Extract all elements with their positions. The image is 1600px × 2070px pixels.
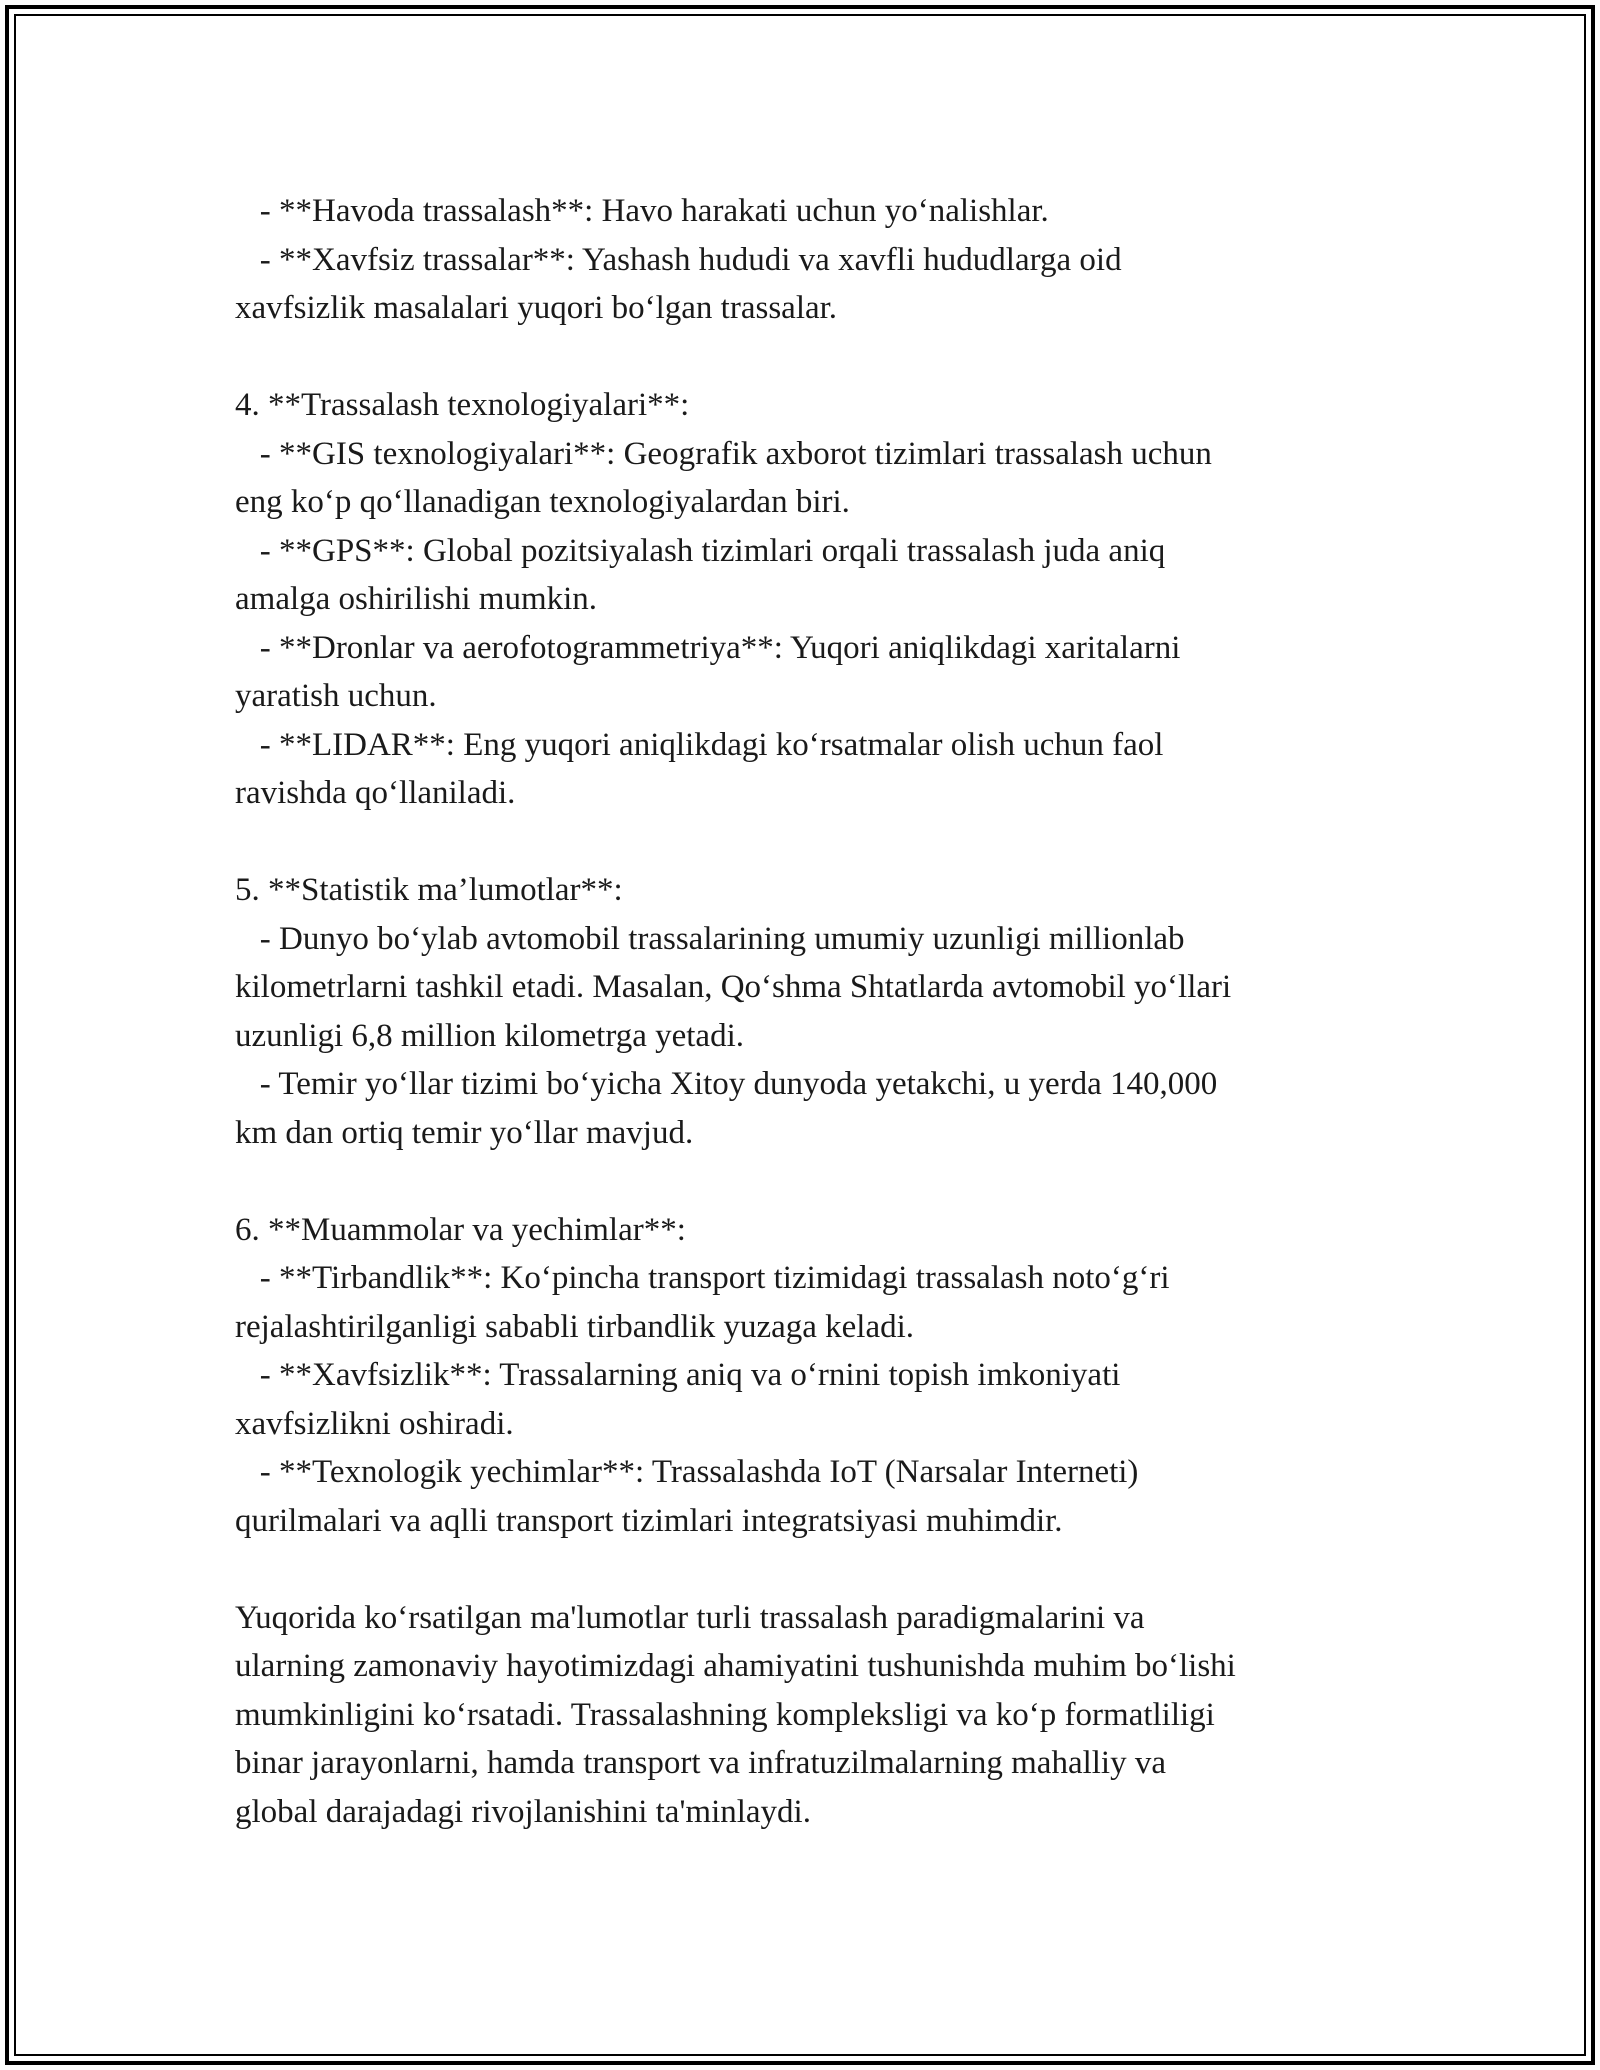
blank-line [235,1545,1365,1594]
text-line: - **Dronlar va aerofotogrammetriya**: Yuqori aniqlikdagi xaritalarni [235,629,1181,666]
text-line: ravishda qo‘llaniladi. [235,775,516,811]
conclusion-line: binar jarayonlarni, hamda transport va infratuzilmalarning mahalliy va [235,1745,1166,1781]
text-line: km dan ortiq temir yo‘llar mavjud. [235,1114,694,1151]
conclusion-line: mumkinligini ko‘rsatadi. Trassalashning kompleksligi va ko‘p formatliligi [235,1696,1215,1733]
text-line: - **Xavfsiz trassalar**: Yashash hududi va xavfli hududlarga oid [235,241,1122,278]
text-line: qurilmalari va aqlli transport tizimlari integratsiyasi muhimdir. [235,1502,1063,1539]
conclusion-line: global darajadagi rivojlanishini ta'minlaydi. [235,1793,811,1830]
text-line: - **GIS texnologiyalari**: Geografik axborot tizimlari trassalash uchun [235,435,1212,472]
text-line: rejalashtirilganligi sababli tirbandlik yuzaga keladi. [235,1308,915,1345]
text-line: yaratish uchun. [235,678,437,714]
text-line: xavfsizlikni oshiradi. [235,1405,514,1442]
text-line: kilometrlarni tashkil etadi. Masalan, Qo‘shma Shtatlarda avtomobil yo‘llari [235,969,1232,1005]
text-line: - **Havoda trassalash**: Havo harakati uchun yo‘nalishlar. [235,193,1049,229]
conclusion-line: Yuqorida ko‘rsatilgan ma'lumotlar turli trassalash paradigmalarini va [235,1599,1145,1636]
text-line: amalga oshirilishi mumkin. [235,581,598,617]
text-line: - **Xavfsizlik**: Trassalarning aniq va o‘rnini topish imkoniyati [235,1357,1121,1393]
blank-line [235,818,1365,867]
text-line: - **GPS**: Global pozitsiyalash tizimlari orqali trassalash juda aniq [235,532,1166,569]
text-line: uzunligi 6,8 million kilometrga yetadi. [235,1017,744,1054]
section-heading: 5. **Statistik ma’lumotlar**: [235,872,623,908]
section-heading: 4. **Trassalash texnologiyalari**: [235,387,690,423]
conclusion-line: ularning zamonaviy hayotimizdagi ahamiyatini tushunishda muhim bo‘lishi [235,1648,1236,1684]
text-line: - **Texnologik yechimlar**: Trassalashda IoT (Narsalar Interneti) [235,1454,1139,1490]
text-line: xavfsizlik masalalari yuqori bo‘lgan trassalar. [235,290,838,326]
section-heading: 6. **Muammolar va yechimlar**: [235,1211,686,1248]
blank-line [235,333,1365,382]
text-line: - **LIDAR**: Eng yuqori aniqlikdagi ko‘rsatmalar olish uchun faol [235,726,1164,763]
text-line: - Temir yo‘llar tizimi bo‘yicha Xitoy dunyoda yetakchi, u yerda 140,000 [235,1066,1218,1102]
text-line: - Dunyo bo‘ylab avtomobil trassalarining umumiy uzunligi millionlab [235,920,1185,957]
document-body [235,187,1365,1836]
blank-line [235,1157,1365,1206]
text-line: - **Tirbandlik**: Ko‘pincha transport tizimidagi trassalash noto‘g‘ri [235,1260,1170,1296]
text-line: eng ko‘p qo‘llanadigan texnologiyalardan biri. [235,484,850,520]
